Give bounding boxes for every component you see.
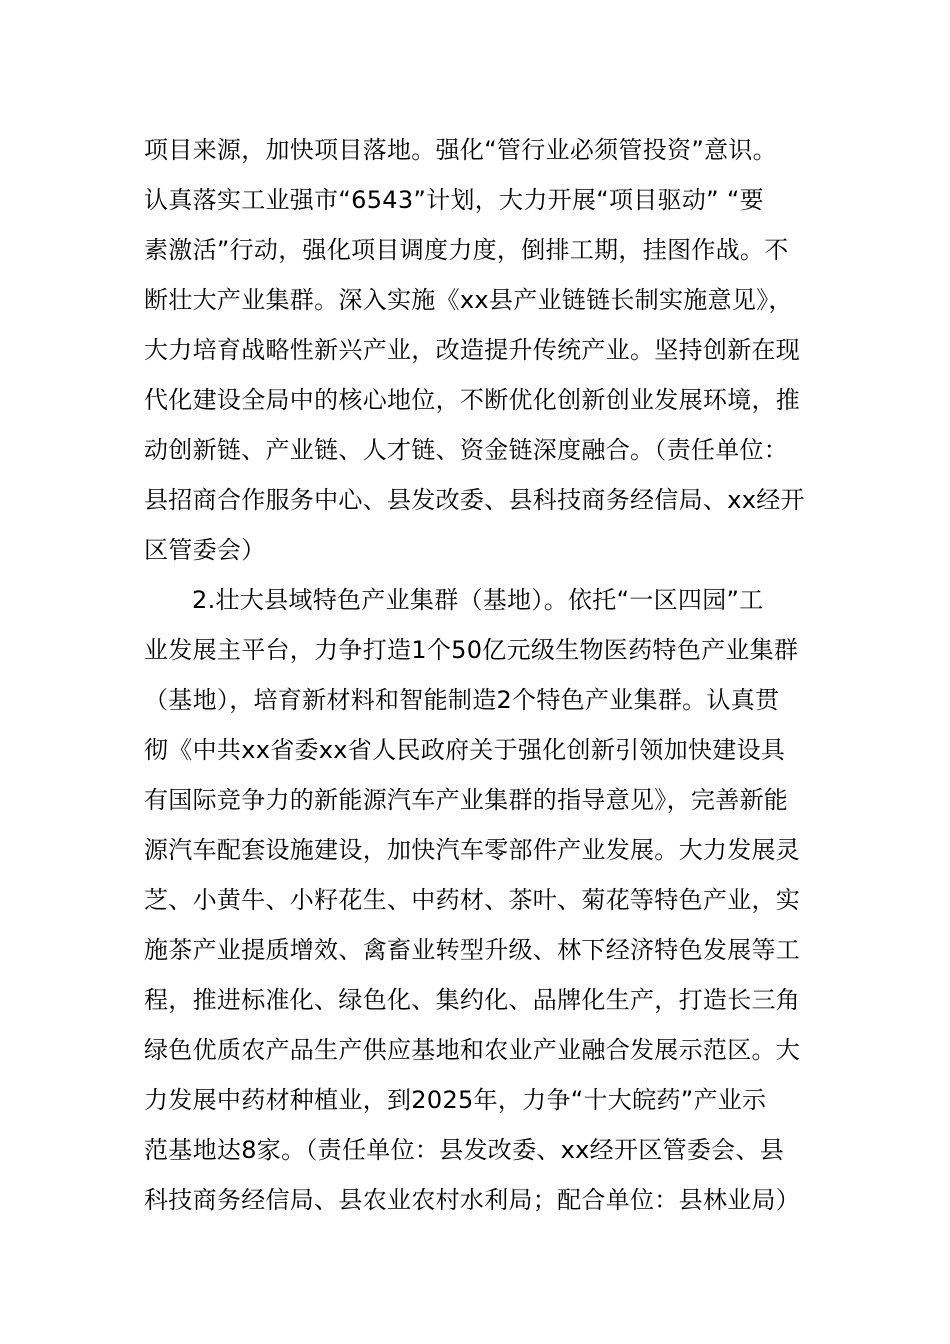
paragraph-line: 绿色优质农产品生产供应基地和农业产业融合发展示范区。大 <box>144 1036 801 1064</box>
paragraph-line: 程，推进标准化、绿色化、集约化、品牌化生产，打造长三角 <box>144 986 801 1014</box>
paragraph-line: 范基地达8家。（责任单位：县发改委、xx经开区管委会、县 <box>144 1136 785 1164</box>
paragraph-line: 项目来源，加快项目落地。强化“管行业必须管投资”意识。 <box>144 136 777 164</box>
paragraph-line: 认真落实工业强市“6543”计划，大力开展“项目驱动” “要 <box>144 186 764 214</box>
paragraph-line: 大力培育战略性新兴产业，改造提升传统产业。坚持创新在现 <box>144 336 801 364</box>
paragraph-line: 断壮大产业集群。深入实施《xx县产业链链长制实施意见》， <box>144 286 793 314</box>
paragraph-line: 县招商合作服务中心、县发改委、县科技商务经信局、xx经开 <box>144 486 805 514</box>
paragraph-line: 业发展主平台，力争打造1个50亿元级生物医药特色产业集群 <box>144 636 799 664</box>
paragraph-line: 科技商务经信局、县农业农村水利局；配合单位：县林业局） <box>144 1186 801 1214</box>
paragraph-line: 源汽车配套设施建设，加快汽车零部件产业发展。大力发展灵 <box>144 836 801 864</box>
paragraph-line: 素激活”行动，强化项目调度力度，倒排工期，挂图作战。不 <box>144 236 789 264</box>
paragraph-line: 施茶产业提质增效、禽畜业转型升级、林下经济特色发展等工 <box>144 936 801 964</box>
paragraph-line: 区管委会） <box>144 536 266 564</box>
paragraph-line: 力发展中药材种植业，到2025年，力争“十大皖药”产业示 <box>144 1086 767 1114</box>
paragraph-line: 动创新链、产业链、人才链、资金链深度融合。（责任单位： <box>144 436 789 464</box>
paragraph-line: 有国际竞争力的新能源汽车产业集群的指导意见》，完善新能 <box>144 786 789 814</box>
paragraph-line: 芝、小黄牛、小籽花生、中药材、茶叶、菊花等特色产业，实 <box>144 886 801 914</box>
paragraph-line: 彻《中共xx省委xx省人民政府关于强化创新引领加快建设具 <box>144 736 786 764</box>
section-heading-line: 2.壮大县域特色产业集群（基地）。依托“一区四园”工 <box>192 586 764 614</box>
paragraph-line: 代化建设全局中的核心地位，不断优化创新创业发展环境，推 <box>144 386 801 414</box>
paragraph-line: （基地），培育新材料和智能制造2个特色产业集群。认真贯 <box>144 686 780 714</box>
